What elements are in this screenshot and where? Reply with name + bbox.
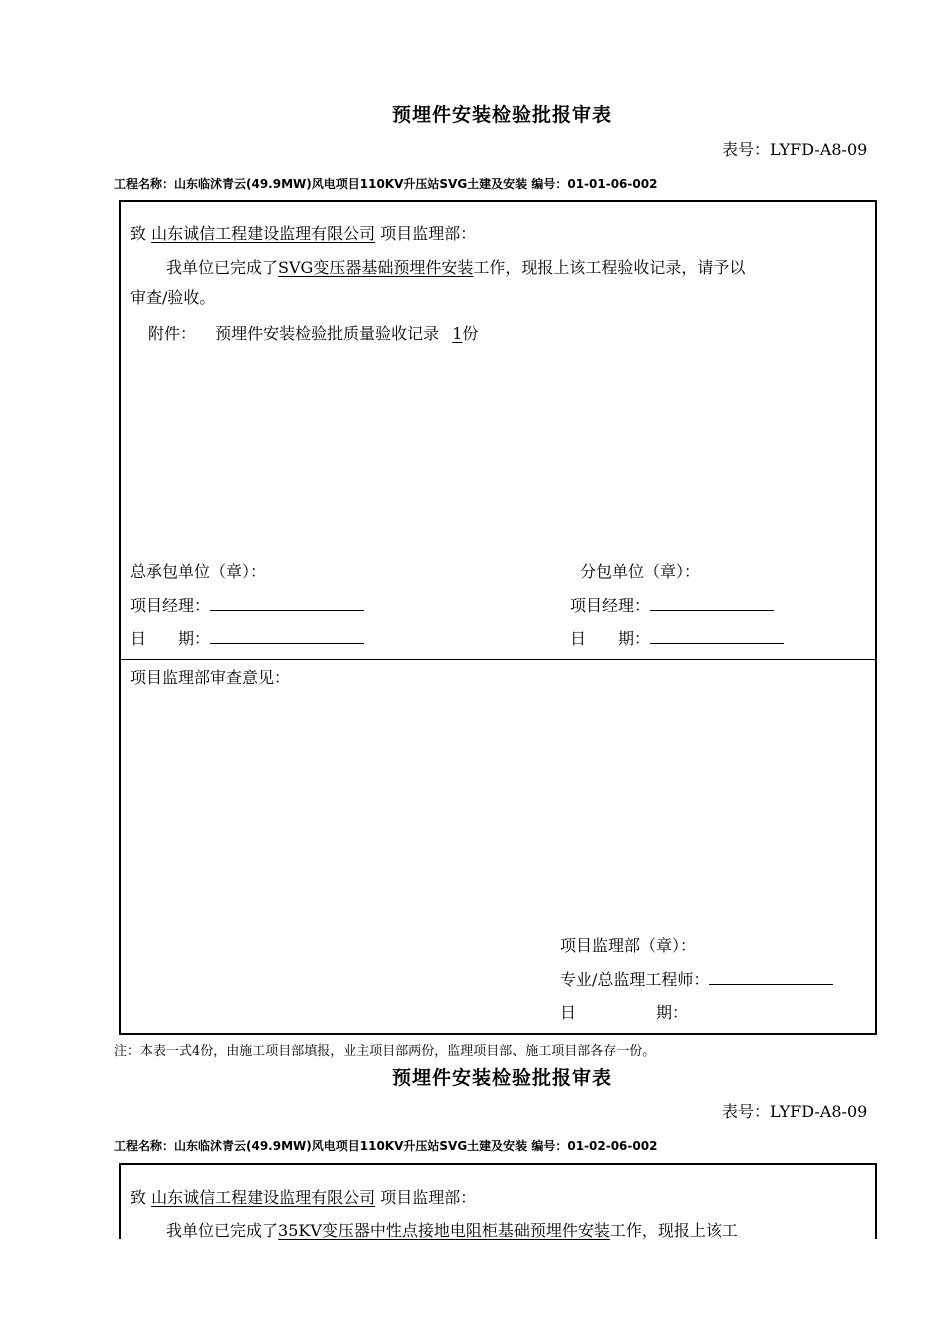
form1-date-label-left: 日 期： [130, 629, 211, 648]
form1-review-date: 日 期： [560, 1003, 689, 1022]
form2-body-suffix: 工作，现报上该工 [609, 1221, 738, 1240]
form1-date-left-line [130, 626, 364, 649]
form1-pm-right-blank[interactable] [650, 596, 774, 611]
form1-pm-left-blank[interactable] [210, 596, 364, 611]
form1-date-right-blank[interactable] [650, 629, 784, 644]
form2-project-line: 工程名称：山东临沭青云(49.9MW)风电项目110KV升压站SVG土建及安装 编号：01-02-06-002 [114, 1139, 658, 1153]
form1-date-label-right: 日 期： [570, 629, 651, 648]
form1-pm-right-line [570, 593, 774, 616]
form1-chief-engineer-line [560, 967, 833, 990]
form1-note: 注：本表一式4份，由施工项目部填报，业主项目部两份，监理项目部、施工项目部各存一份。 [114, 1044, 656, 1059]
form1-general-contractor: 总承包单位（章）： [130, 562, 267, 581]
form1-to-prefix: 致 [130, 224, 147, 243]
form1-addressee-line [130, 221, 476, 244]
form1-date-left-blank[interactable] [210, 629, 364, 644]
form1-attach-unit: 份 [462, 324, 479, 343]
form2-body-work: 35KV变压器中性点接地电阻柜基础预埋件安装 [278, 1221, 610, 1240]
form1-attach-count: 1 [452, 324, 463, 343]
form1-to-suffix: 项目监理部： [380, 224, 477, 243]
form1-project-line: 工程名称：山东临沭青云(49.9MW)风电项目110KV升压站SVG土建及安装 编号：01-01-06-002 [114, 177, 658, 191]
form2-form-number: 表号：LYFD-A8-09 [722, 1102, 868, 1121]
form2-to-company: 山东诚信工程建设监理有限公司 [151, 1188, 376, 1207]
form1-title: 预埋件安装检验批报审表 [392, 104, 613, 126]
form1-body-line1 [166, 255, 745, 278]
form1-pm-label-right: 项目经理： [570, 596, 651, 615]
form1-body-line2: 审查/验收。 [130, 288, 216, 307]
form1-subcontractor: 分包单位（章）： [580, 562, 701, 581]
form2-body-prefix: 我单位已完成了 [166, 1221, 279, 1240]
form2-addressee-line [130, 1185, 476, 1208]
form1-body-suffix: 工作，现报上该工程验收记录，请予以 [473, 258, 746, 277]
form1-attach-label: 附件： [148, 324, 197, 343]
form2-to-prefix: 致 [130, 1188, 147, 1207]
form1-pm-label-left: 项目经理： [130, 596, 211, 615]
form1-chief-engineer-label: 专业/总监理工程师： [560, 970, 710, 989]
form1-supervision-seal: 项目监理部（章）： [560, 936, 697, 955]
form2-body-line1 [166, 1218, 738, 1241]
form1-attach-text: 预埋件安装检验批质量验收记录 [215, 324, 440, 343]
form1-divider [120, 659, 876, 660]
form2-title: 预埋件安装检验批报审表 [392, 1067, 613, 1089]
form1-pm-left-line [130, 593, 364, 616]
form1-chief-engineer-blank[interactable] [709, 970, 833, 985]
form1-attachment-line [148, 321, 478, 344]
form1-date-right-line [570, 626, 784, 649]
form1-form-number: 表号：LYFD-A8-09 [722, 140, 868, 159]
form2-to-suffix: 项目监理部： [380, 1188, 477, 1207]
form1-review-opinion: 项目监理部审查意见： [130, 668, 291, 687]
form1-to-company: 山东诚信工程建设监理有限公司 [151, 224, 376, 243]
form1-body-prefix: 我单位已完成了 [166, 258, 279, 277]
form1-body-work: SVG变压器基础预埋件安装 [278, 258, 474, 277]
